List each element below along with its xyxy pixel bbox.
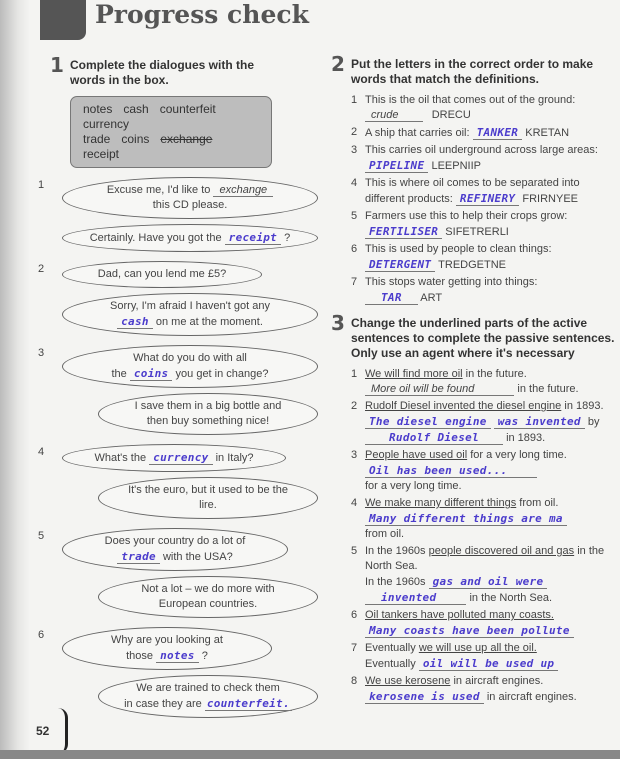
ex3-instruction: Change the underlined parts of the active sentences to complete the passive sentences. Only use an agent where it's necessary xyxy=(351,316,615,360)
title-tab xyxy=(40,0,86,40)
ex3-item: 4 We make many different things from oil. Many different things are ma from oil. xyxy=(365,496,615,542)
speech-bubble xyxy=(98,477,318,519)
page-binding xyxy=(0,0,30,759)
word: cash xyxy=(123,102,149,116)
bubble-text: Dad, can you lend me £5? xyxy=(97,268,227,280)
speech-bubble xyxy=(98,675,318,718)
answer-field[interactable]: coins xyxy=(130,367,173,381)
speech-bubble xyxy=(62,528,288,571)
word: notes xyxy=(83,102,113,116)
answer-field[interactable]: notes xyxy=(156,649,199,663)
dialogue-number: 2 xyxy=(38,263,45,275)
answer-field[interactable]: PIPELINE xyxy=(365,159,428,173)
ex3-number: 3 xyxy=(331,311,345,335)
dialogue-number: 1 xyxy=(38,179,45,191)
dialogue xyxy=(38,177,318,252)
bubble-text: the xyxy=(111,368,127,380)
bubble-text: this CD please. xyxy=(152,199,228,211)
speech-bubble xyxy=(62,261,262,288)
bubble-text: with the USA? xyxy=(162,551,233,563)
answer-field[interactable]: oil will be used up xyxy=(419,657,559,671)
answer-field[interactable]: was invented xyxy=(494,415,585,429)
ex2-number: 2 xyxy=(331,52,345,76)
ex2-item: 4 This is where oil comes to be separated into different products: REFINERY FRIRNYEE xyxy=(351,177,580,205)
speech-bubble xyxy=(62,627,272,670)
ex3-item: 8 We use kerosene in aircraft engines. kerosene is used in aircraft engines. xyxy=(351,675,577,703)
answer-field[interactable]: counterfeit. xyxy=(206,697,290,710)
ex3-section xyxy=(331,311,615,705)
bubble-text: It's the euro, but it used to be the lire. xyxy=(128,484,288,511)
answer-field[interactable]: cash xyxy=(117,315,153,329)
ex3-item: 2 Rudolf Diesel invented the diesel engine in 1893. The diesel engine was invented by Rudolf Diesel in 1893. xyxy=(351,400,604,444)
speech-bubble xyxy=(62,345,318,388)
speech-bubble xyxy=(62,177,318,219)
bubble-text: those xyxy=(126,650,154,662)
ex2-item: 6 This is used by people to clean things: DETERGENT TREDGETNE xyxy=(351,243,552,271)
ex2-section xyxy=(331,52,615,306)
bubble-text: you get in change? xyxy=(175,368,269,380)
speech-bubble xyxy=(98,393,318,435)
example-answer: exchange xyxy=(213,184,273,197)
dialogue-number: 6 xyxy=(38,629,45,641)
bubble-text: on me at the moment. xyxy=(155,316,263,328)
dialogue-number: 3 xyxy=(38,347,45,359)
ex3-item: 6 Oil tankers have polluted many coasts. Many coasts have been pollute xyxy=(365,608,615,639)
answer-field[interactable]: kerosene is used xyxy=(365,690,484,704)
answer-field[interactable]: TAR xyxy=(365,291,418,305)
bubble-text: Sorry, I'm afraid I haven't got any xyxy=(110,300,270,312)
bubble-text: ? xyxy=(201,650,208,662)
word-box xyxy=(70,96,272,168)
example-answer: More oil will be found xyxy=(365,383,514,396)
dialogue-number: 4 xyxy=(38,446,45,458)
answer-field[interactable]: REFINERY xyxy=(456,192,519,206)
answer-field[interactable]: gas and oil were xyxy=(429,575,548,589)
bubble-text: Does your country do a lot of xyxy=(104,535,246,547)
ex3-item: 5 In the 1960s people discovered oil and gas in the North Sea. In the 1960s gas and oil were invented in the North Sea. xyxy=(351,545,605,604)
word: coins xyxy=(121,132,150,146)
answer-field[interactable]: receipt xyxy=(225,231,281,245)
answer-field[interactable]: trade xyxy=(117,550,160,564)
dialogue xyxy=(38,627,318,718)
ex3-item: 1 We will find more oil in the future. More oil will be found in the future. xyxy=(351,368,579,395)
answer-field[interactable]: Many coasts have been pollute xyxy=(365,624,574,638)
speech-bubble xyxy=(62,224,318,252)
answer-field[interactable]: Rudolf Diesel xyxy=(365,431,503,445)
answer-field[interactable]: TANKER xyxy=(473,126,523,140)
word-crossed: exchange xyxy=(160,132,213,146)
answer-field[interactable]: DETERGENT xyxy=(365,258,435,272)
answer-field[interactable]: Many different things are ma xyxy=(365,512,567,526)
bubble-text: Certainly. Have you got the xyxy=(89,232,222,244)
ex2-list xyxy=(351,93,615,306)
bubble-text: Why are you looking at xyxy=(111,634,223,646)
dialogue xyxy=(38,528,318,618)
ex1-section xyxy=(50,53,318,168)
ex3-item: 7 Eventually we will use up all the oil. Eventually oil will be used up xyxy=(365,641,615,672)
speech-bubble xyxy=(62,444,286,472)
ex3-item: 3 People have used oil for a very long time. Oil has been used... for a very long time. xyxy=(351,449,567,492)
page-bracket xyxy=(58,708,68,754)
answer-field[interactable]: invented xyxy=(365,591,466,605)
left-column xyxy=(38,53,318,718)
right-column xyxy=(331,52,615,707)
ex2-item: 5 Farmers use this to help their crops grow: FERTILISER SIFETRERLI xyxy=(351,210,568,238)
dialogues xyxy=(38,177,318,718)
ex3-list xyxy=(351,367,615,705)
word: currency xyxy=(83,117,130,131)
bubble-text: I save them in a big bottle and then buy something nice! xyxy=(134,400,282,427)
page-number: 52 xyxy=(36,724,50,738)
ex2-item: 1 This is the oil that comes out of the ground: crude DRECU xyxy=(351,94,576,121)
ex2-item: 7 This stops water getting into things: TAR ART xyxy=(351,276,538,304)
bubble-text: in case they are xyxy=(124,698,202,710)
dialogue xyxy=(38,345,318,435)
dialogue xyxy=(38,444,318,519)
speech-bubble xyxy=(62,293,318,336)
word: trade xyxy=(83,132,111,146)
answer-field[interactable]: currency xyxy=(149,451,212,465)
word: receipt xyxy=(83,147,120,161)
bubble-text: ? xyxy=(284,232,291,244)
page-title: Progress check xyxy=(95,0,309,29)
word: counterfeit xyxy=(159,102,216,116)
page-bottom-edge xyxy=(0,750,620,759)
bubble-text: What's the xyxy=(94,452,147,464)
bubble-text: What do you do with all xyxy=(133,352,247,364)
bubble-text: in Italy? xyxy=(215,452,254,464)
bubble-text: Not a lot – we do more with European countries. xyxy=(141,583,275,610)
ex1-number: 1 xyxy=(50,53,64,77)
example-answer: crude xyxy=(365,109,423,122)
dialogue xyxy=(38,261,318,336)
ex2-instruction: Put the letters in the correct order to make words that match the definitions. xyxy=(351,57,594,86)
answer-field[interactable]: The diesel engine xyxy=(365,415,491,429)
answer-field[interactable]: Oil has been used... xyxy=(365,464,537,478)
ex1-instruction: Complete the dialogues with the words in the box. xyxy=(70,58,255,87)
speech-bubble xyxy=(98,576,318,618)
ex2-item: 2 A ship that carries oil: TANKER KRETAN xyxy=(351,126,570,139)
dialogue-number: 5 xyxy=(38,530,45,542)
bubble-text: Excuse me, I'd like to xyxy=(106,184,211,196)
bubble-text: We are trained to check them xyxy=(136,682,280,694)
ex2-item: 3 This carries oil underground across large areas: PIPELINE LEEPNIIP xyxy=(351,144,598,172)
answer-field[interactable]: FERTILISER xyxy=(365,225,442,239)
